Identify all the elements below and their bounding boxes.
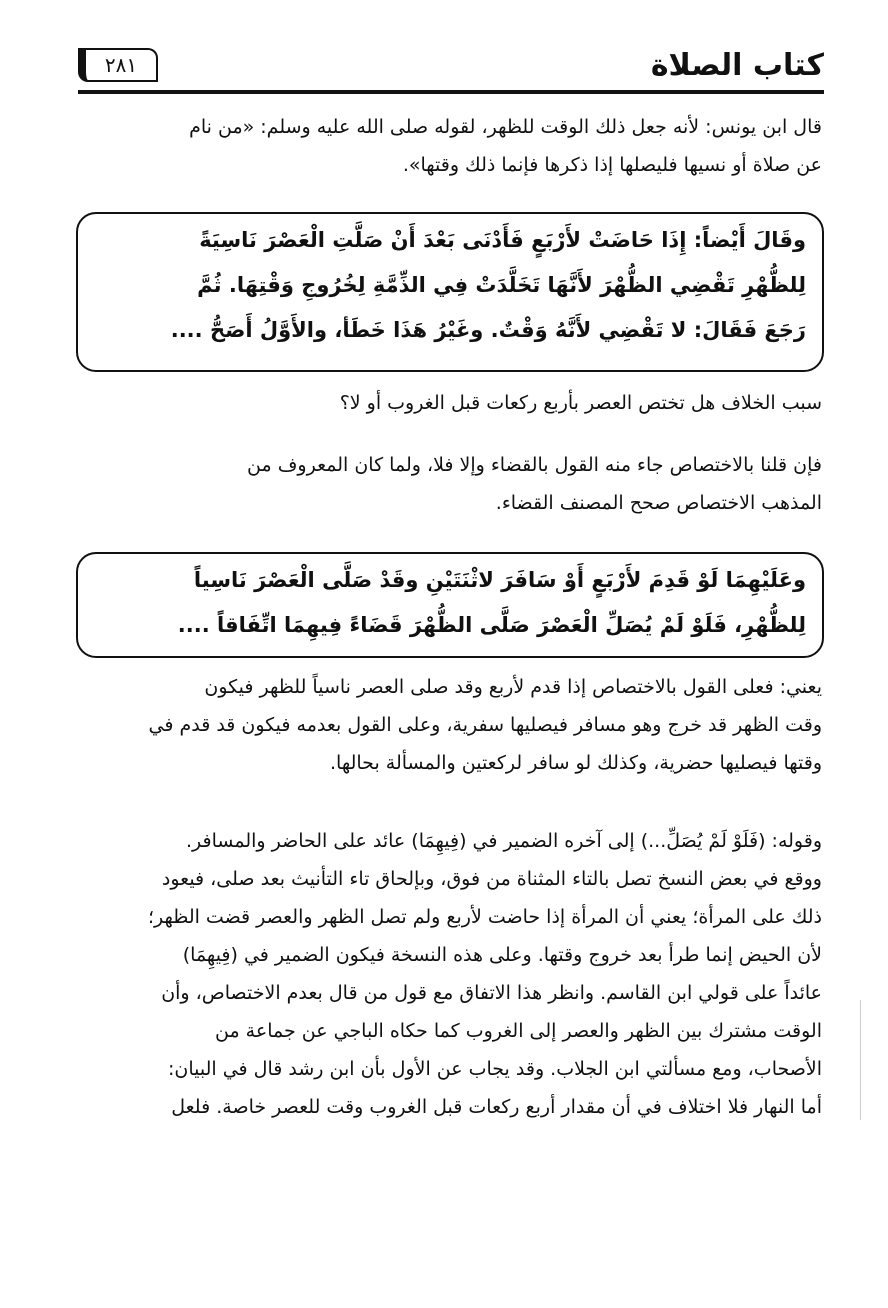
matn-line: لِلظُّهْرِ، فَلَوْ لَمْ يُصَلِّ الْعَصْرَ صَلَّى الظُّهْرَ قَضَاءً فِيهِمَا اتِّفَاقاً ....: [177, 613, 806, 637]
text-line: سبب الخلاف هل تختص العصر بأربع ركعات قبل الغروب أو لا؟: [339, 392, 822, 414]
text-line: المذهب الاختصاص صحح المصنف القضاء.: [495, 492, 822, 514]
matn-line: لِلظُّهْرِ تَقْضِي الظُّهْرَ لأَنَّهَا تَخَلَّدَتْ فِي الذِّمَّةِ لِخُرُوجِ وَقْتِهَا. ثُمَّ: [197, 273, 806, 297]
matn-box-1: [76, 212, 824, 372]
paragraph-explanation: [78, 668, 822, 782]
paragraph-ikhtisas: [78, 446, 822, 522]
book-title: كتاب الصلاة: [650, 48, 824, 83]
matn-line: وقَالَ أَيْضاً: إِذَا حَاضَتْ لأَرْبَعٍ فَأَدْنَى بَعْدَ أَنْ صَلَّتِ الْعَصْرَ نَاسِيَةً: [199, 228, 806, 252]
text-line: يعني: فعلى القول بالاختصاص إذا قدم لأربع وقد صلى العصر ناسياً للظهر فيكون: [204, 676, 822, 698]
text-line: الأصحاب، ومع مسألتي ابن الجلاب. وقد يجاب عن الأول بأن ابن رشد قال في البيان:: [168, 1058, 822, 1080]
text-line: ذلك على المرأة؛ يعني أن المرأة إذا حاضت لأربع ولم تصل الظهر والعصر قضت الظهر؛: [147, 906, 822, 928]
header-divider: [78, 90, 824, 94]
paragraph-ibn-yunus: [78, 108, 822, 184]
paragraph-commentary: [78, 822, 822, 1126]
page-number: ٢٨١: [78, 48, 158, 82]
text-line: وقت الظهر قد خرج وهو مسافر فيصليها سفرية، وعلى القول بعدمه فيكون قد قدم في: [148, 714, 822, 736]
text-line: وقوله: (فَلَوْ لَمْ يُصَلِّ...) إلى آخره الضمير في (فِيهِمَا) عائد على الحاضر والمسافر.: [185, 830, 822, 852]
text-line: أما النهار فلا اختلاف في أن مقدار أربع ركعات قبل الغروب وقت للعصر خاصة. فلعل: [171, 1096, 822, 1118]
text-line: لأن الحيض إنما طرأ بعد خروج وقتها. وعلى هذه النسخة فيكون الضمير في (فِيهِمَا): [182, 944, 822, 966]
text-line: قال ابن يونس: لأنه جعل ذلك الوقت للظهر، لقوله صلى الله عليه وسلم: «من نام: [189, 116, 822, 138]
paragraph-reason-of-dispute: [78, 384, 822, 422]
text-line: عائداً على قولي ابن القاسم. وانظر هذا الاتفاق مع قول من قال بعدم الاختصاص، وأن: [161, 982, 822, 1004]
page-header: [78, 44, 824, 94]
text-line: الوقت مشترك بين الظهر والعصر إلى الغروب كما حكاه الباجي عن جماعة من: [215, 1020, 822, 1042]
text-line: فإن قلنا بالاختصاص جاء منه القول بالقضاء وإلا فلا، ولما كان المعروف من: [247, 454, 822, 476]
text-line: عن صلاة أو نسيها فليصلها إذا ذكرها فإنما ذلك وقتها».: [402, 154, 822, 176]
matn-line: وعَلَيْهِمَا لَوْ قَدِمَ لأَرْبَعٍ أَوْ سَافَرَ لاثْنَتَيْنِ وقَدْ صَلَّى الْعَصْرَ نَاسِياً: [193, 568, 806, 592]
scan-margin-line: [860, 1000, 861, 1120]
text-line: وقتها فيصليها حضرية، وكذلك لو سافر لركعتين والمسألة بحالها.: [330, 752, 822, 774]
matn-box-2: [76, 552, 824, 658]
text-line: ووقع في بعض النسخ تصل بالتاء المثناة من فوق، وبإلحاق تاء التأنيث بعد صلى، فيعود: [161, 868, 822, 890]
matn-line: رَجَعَ فَقَالَ: لا تَقْضِي لأَنَّهُ وَقْتٌ. وغَيْرُ هَذَا خَطَأ، والأَوَّلُ أَصَحُّ ....: [170, 318, 806, 342]
